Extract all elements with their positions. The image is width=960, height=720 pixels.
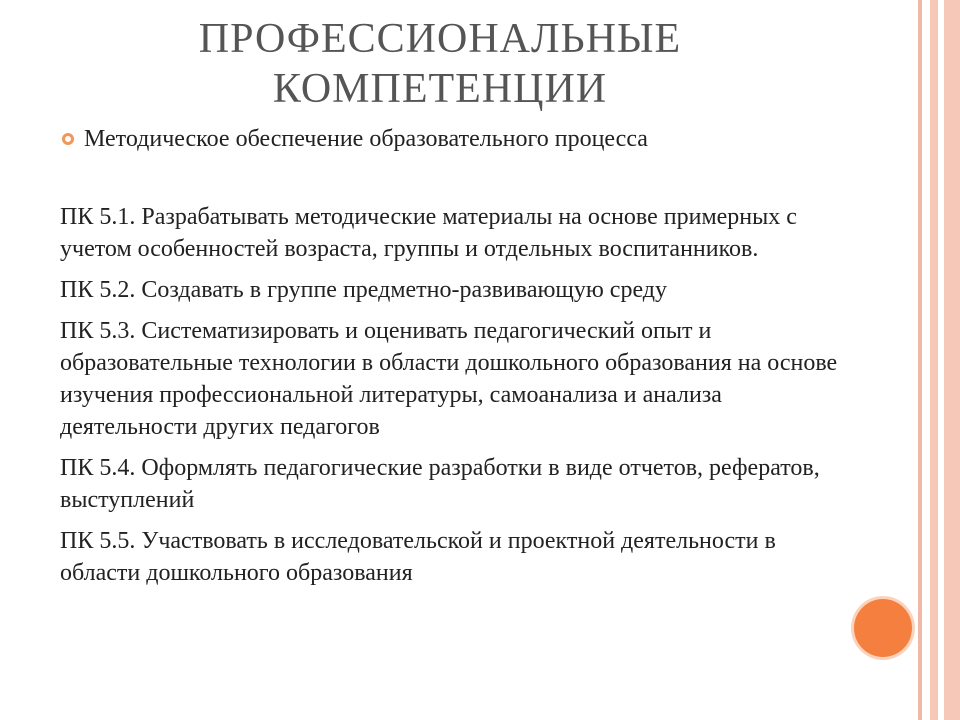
competency-item-5-4: ПК 5.4. Оформлять педагогические разработки в виде отчетов, рефератов, выступлений bbox=[60, 455, 820, 513]
slide-title bbox=[0, 14, 880, 114]
bullet-text: Методическое обеспечение образовательного процесса bbox=[84, 126, 648, 152]
competency-item-5-5: ПК 5.5. Участвовать в исследовательской и проектной деятельности в области дошкольного образования bbox=[60, 528, 776, 586]
decor-stripe-wide-outer bbox=[944, 0, 960, 720]
bullet-item bbox=[62, 124, 862, 160]
competency-item-5-1: ПК 5.1. Разрабатывать методические материалы на основе примерных с учетом особенностей возраста, группы и отдельных воспитанников. bbox=[60, 204, 797, 262]
decor-stripe-wide bbox=[930, 0, 938, 720]
competency-item-5-2: ПК 5.2. Создавать в группе предметно-развивающую среду bbox=[60, 277, 668, 303]
orange-circle-icon bbox=[854, 599, 912, 657]
slide-title-line-1: ПРОФЕССИОНАЛЬНЫЕ bbox=[198, 16, 682, 62]
orange-ring-bullet-icon bbox=[62, 133, 74, 145]
decor-stripe-thin bbox=[918, 0, 922, 720]
competency-item-5-3: ПК 5.3. Систематизировать и оценивать педагогический опыт и образовательные технологии в области дошкольного образования на основе изучения профессиональной литературы, самоанализа и анализа деятельности других педагогов bbox=[60, 318, 838, 440]
slide-title-line-2: КОМПЕТЕНЦИИ bbox=[272, 66, 608, 112]
competency-list bbox=[60, 201, 850, 598]
